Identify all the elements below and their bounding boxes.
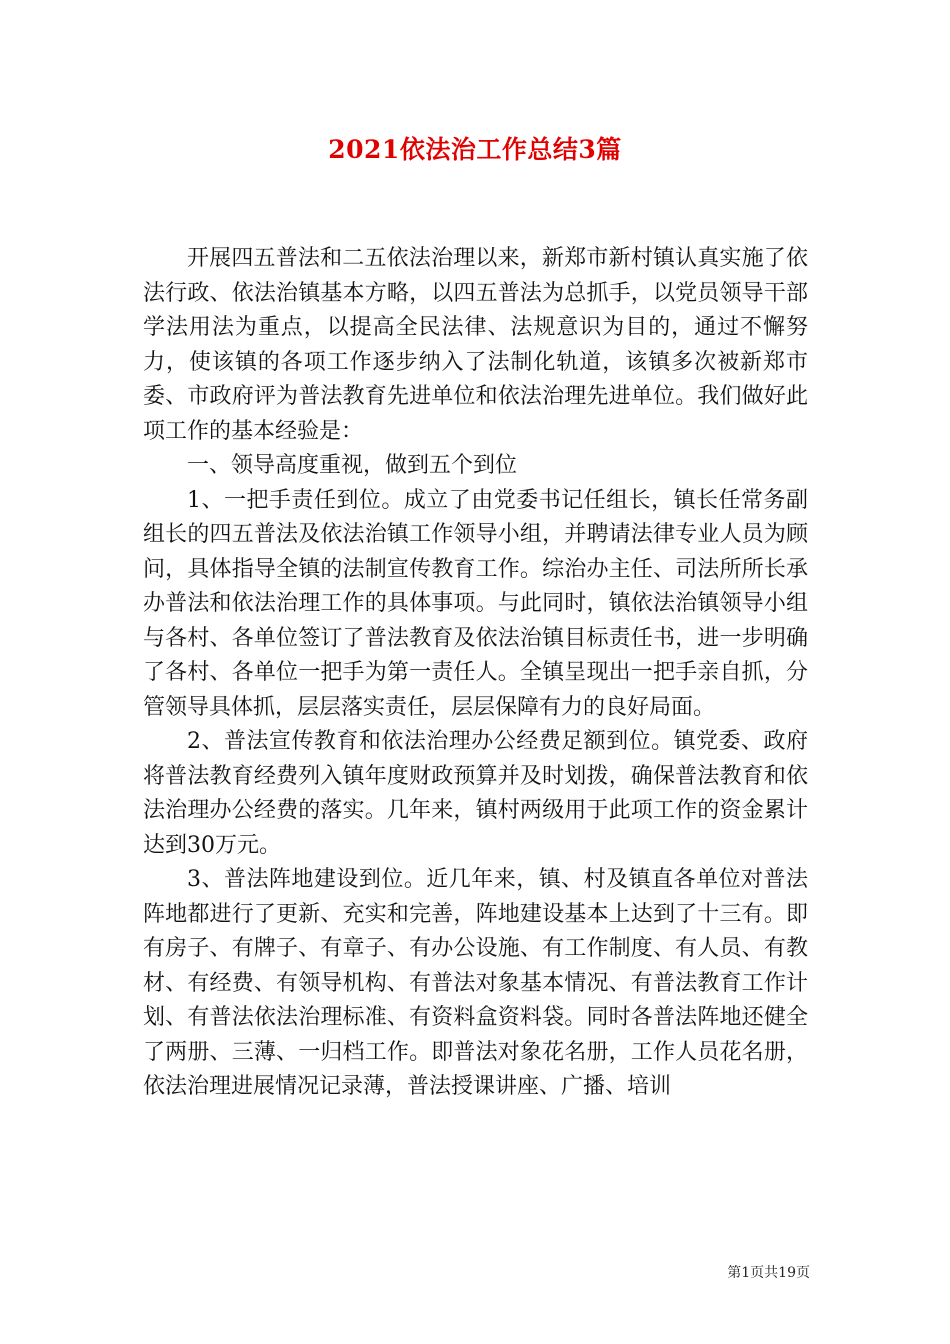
paragraph-item-3: 3、普法阵地建设到位。近几年来，镇、村及镇直各单位对普法阵地都进行了更新、充实和完善，阵地建设基本上达到了十三有。即有房子、有牌子、有章子、有办公设施、有工作制度、有人员、有教材、有经费、有领导机构、有普法对象基本情况、有普法教育工作计划、有普法依法治理标准、有资料盒资料袋。同时各普法阵地还健全了两册、三薄、一归档工作。即普法对象花名册，工作人员花名册，依法治理进展情况记录薄，普法授课讲座、广播、培训	[143, 867, 808, 1099]
paragraph-item-1: 1、一把手责任到位。成立了由党委书记任组长，镇长任常务副组长的四五普法及依法治镇工作领导小组，并聘请法律专业人员为顾问，具体指导全镇的法制宣传教育工作。综治办主任、司法所所长承办普法和依法治理工作的具体事项。与此同时，镇依法治镇领导小组与各村、各单位签订了普法教育及依法治镇目标责任书，进一步明确了各村、各单位一把手为第一责任人。全镇呈现出一把手亲自抓，分管领导具体抓，层层落实责任，层层保障有力的良好局面。	[143, 487, 808, 720]
page-number-footer: 第1页共19页	[727, 1265, 810, 1281]
section-heading: 一、领导高度重视，做到五个到位	[187, 453, 518, 478]
paragraph-intro: 开展四五普法和二五依法治理以来，新郑市新村镇认真实施了依法行政、依法治镇基本方略，以四五普法为总抓手，以党员领导干部学法用法为重点，以提高全民法律、法规意识为目的，通过不懈努力，使该镇的各项工作逐步纳入了法制化轨道，该镇多次被新郑市委、市政府评为普法教育先进单位和依法治理先进单位。我们做好此项工作的基本经验是：	[143, 246, 808, 444]
document-title: 2021依法治工作总结3篇	[328, 135, 622, 164]
paragraph-item-2: 2、普法宣传教育和依法治理办公经费足额到位。镇党委、政府将普法教育经费列入镇年度财政预算并及时划拨，确保普法教育和依法治理办公经费的落实。几年来，镇村两级用于此项工作的资金累计达到30万元。	[143, 729, 808, 858]
document-body	[143, 242, 808, 1105]
